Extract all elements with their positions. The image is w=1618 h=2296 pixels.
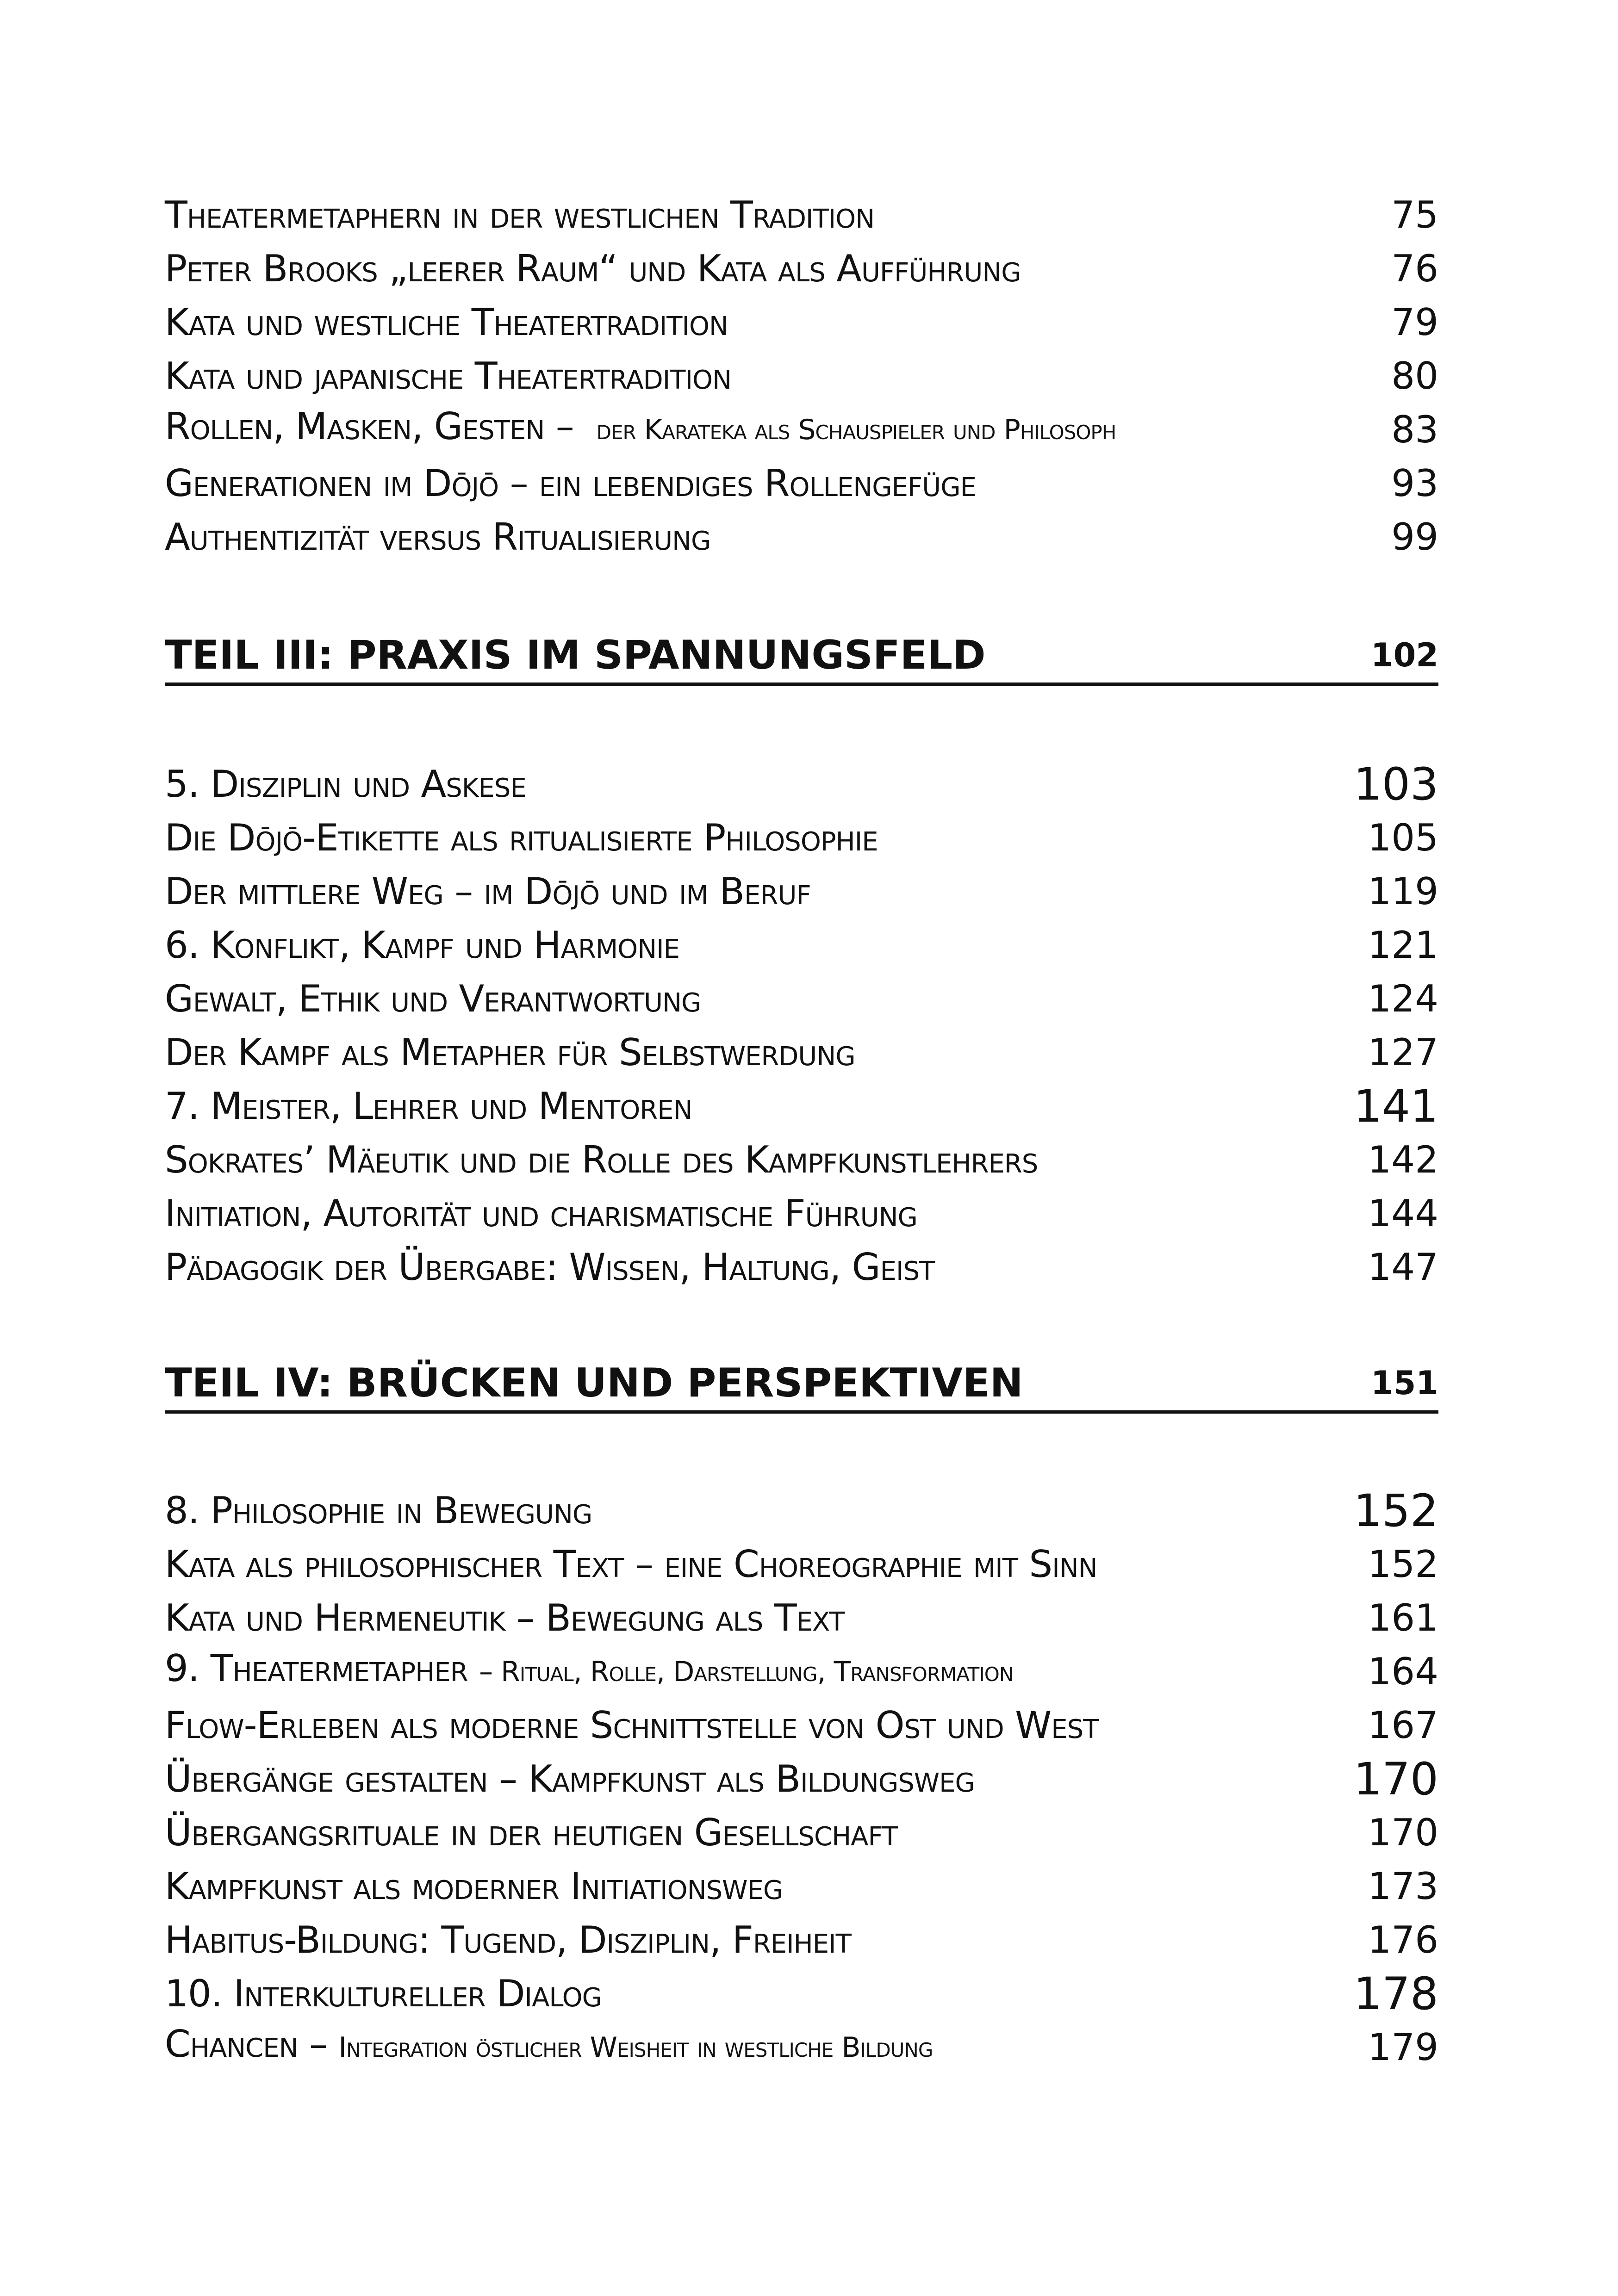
toc-entry-page: 127 [1368,1031,1438,1074]
toc-entry [165,1135,1438,1185]
toc-entry-page: 83 [1391,408,1438,451]
toc-entry-page: 142 [1368,1138,1438,1181]
toc-entry [165,1242,1438,1293]
toc-entry-page: 99 [1391,515,1438,558]
toc-entry-page: 179 [1368,2026,1438,2069]
toc-entry [165,1188,1438,1239]
toc-entry [165,1968,1438,2019]
toc-entry-title-sub: – Ritual, Rolle, Darstellung, Transformation [479,1656,1014,1688]
toc-entry-page: 170 [1353,1753,1438,1805]
toc-entry [165,1027,1438,1078]
toc-entry [165,1807,1438,1858]
toc-entry [165,920,1438,971]
toc-entry-title: Sokrates’ Mäeutik und die Rolle des Kampfkunstlehrers [165,1138,1038,1181]
toc-entry-page: 79 [1391,301,1438,344]
toc-entry-title [165,401,1116,455]
toc-entry-page: 152 [1368,1543,1438,1586]
part-heading-iii [165,627,1438,686]
part-heading-page: 102 [1370,636,1438,674]
toc-entry [165,759,1438,810]
toc-entry-page: 144 [1368,1192,1438,1235]
toc-entry-page: 119 [1368,870,1438,913]
toc-entry-page: 76 [1391,247,1438,290]
toc-entry-title-main: Rollen, Masken, Gesten – [165,405,574,448]
toc-entry-page: 152 [1353,1485,1438,1537]
toc-entry [165,243,1438,294]
toc-entry-title-main: 9. Theatermetapher [165,1647,468,1690]
toc-entry-title: Übergänge gestalten – Kampfkunst als Bildungsweg [165,1757,975,1800]
toc-entry-title: Initiation, Autorität und charismatische Führung [165,1192,917,1235]
toc-entry-page: 103 [1353,758,1438,810]
toc-entry-title [165,1643,1013,1697]
toc-entry-title: Der mittlere Weg – im Dōjō und im Beruf [165,870,811,913]
toc-entry-page: 176 [1368,1918,1438,1961]
toc-entry-page: 93 [1391,462,1438,505]
toc-entry [165,813,1438,863]
toc-entry-title: Kampfkunst als moderner Initiationsweg [165,1865,783,1908]
toc-entry [165,866,1438,917]
toc-entry-page: 164 [1368,1650,1438,1693]
toc-entry-title: Kata und Hermeneutik – Bewegung als Text [165,1596,845,1639]
toc-entry [165,1081,1438,1132]
toc-entry-title: Übergangsrituale in der heutigen Gesellschaft [165,1811,897,1854]
toc-entry [165,1646,1438,1697]
toc-entry [165,1861,1438,1912]
toc-entry [165,512,1438,563]
toc-entry-title: 6. Konflikt, Kampf und Harmonie [165,924,680,967]
toc-entry [165,1915,1438,1966]
toc-entry [165,2022,1438,2073]
toc-entry-page: 147 [1368,1246,1438,1289]
toc-entry-title-main: Chancen – [165,2023,327,2066]
toc-entry-title: Flow-Erleben als moderne Schnittstelle von Ost und West [165,1704,1099,1747]
toc-entry-title: 7. Meister, Lehrer und Mentoren [165,1085,692,1128]
toc-entry-title: 10. Interkultureller Dialog [165,1972,602,2015]
toc-entry-title: Generationen im Dōjō – ein lebendiges Rollengefüge [165,462,977,505]
toc-entry-title: Authentizität versus Ritualisierung [165,515,711,558]
toc-entry-page: 105 [1368,816,1438,859]
toc-entry [165,351,1438,402]
toc-entry-page: 170 [1368,1811,1438,1854]
toc-entry-title: Pädagogik der Übergabe: Wissen, Haltung, Geist [165,1246,935,1289]
toc-entry [165,1485,1438,1536]
toc-entry-title-sub: der Karateka als Schauspieler und Philosoph [596,414,1116,446]
toc-entry [165,1700,1438,1751]
part-heading-page: 151 [1370,1364,1438,1402]
toc-entry-title [165,2019,933,2073]
toc-entry-title: Peter Brooks „leerer Raum“ und Kata als Aufführung [165,247,1021,290]
toc-entry [165,190,1438,241]
toc-entry [165,458,1438,509]
part-heading-title: TEIL IV: BRÜCKEN UND PERSPEKTIVEN [165,1360,1023,1406]
toc-entry-page: 141 [1353,1080,1438,1132]
toc-entry-page: 121 [1368,924,1438,967]
toc-entry-title: Der Kampf als Metapher für Selbstwerdung [165,1031,855,1074]
toc-entry-page: 80 [1391,354,1438,397]
toc-entry-title: Kata als philosophischer Text – eine Choreographie mit Sinn [165,1543,1097,1586]
toc-entry [165,1754,1438,1805]
toc-entry-title-sub: Integration östlicher Weisheit in westliche Bildung [338,2031,933,2064]
part-heading-iv [165,1355,1438,1414]
toc-entry [165,297,1438,348]
toc-entry-page: 167 [1368,1704,1438,1747]
toc-entry [165,404,1438,455]
toc-entry-title: Kata und japanische Theatertradition [165,354,731,397]
part-heading-title: TEIL III: PRAXIS IM SPANNUNGSFELD [165,632,986,678]
toc-entry-page: 173 [1368,1865,1438,1908]
toc-entry-title: Die Dōjō-Etikette als ritualisierte Philosophie [165,816,878,859]
toc-entry-page: 161 [1368,1596,1438,1639]
toc-entry-page: 124 [1368,977,1438,1020]
toc-entry [165,974,1438,1024]
toc-entry-page: 75 [1391,193,1438,236]
toc-entry-title: Gewalt, Ethik und Verantwortung [165,977,701,1020]
toc-entry-title: Habitus-Bildung: Tugend, Disziplin, Freiheit [165,1918,851,1961]
toc-entry [165,1593,1438,1644]
toc-entry-title: Kata und westliche Theatertradition [165,301,728,344]
toc-entry-page: 178 [1353,1968,1438,2020]
toc-entry-title: 8. Philosophie in Bewegung [165,1489,592,1532]
toc-entry-title: 5. Disziplin und Askese [165,763,526,806]
toc-entry-title: Theatermetaphern in der westlichen Tradition [165,193,875,236]
toc-entry [165,1539,1438,1590]
